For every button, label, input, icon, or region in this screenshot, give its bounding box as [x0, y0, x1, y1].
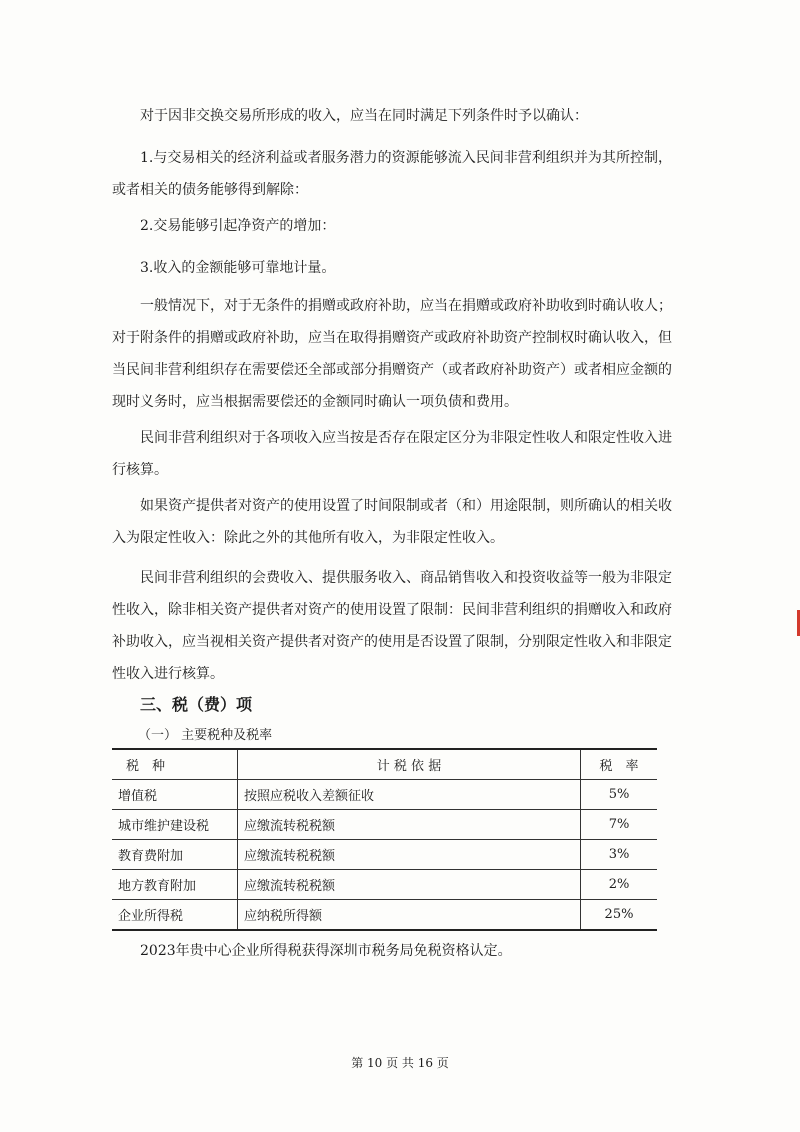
cell-tax-basis: 按照应税收入差额征收 — [238, 780, 581, 810]
cell-tax-type: 城市维护建设税 — [112, 810, 238, 840]
cell-tax-rate: 3% — [581, 840, 658, 870]
cell-tax-type: 教育费附加 — [112, 840, 238, 870]
table-row — [112, 870, 657, 900]
cell-tax-rate: 7% — [581, 810, 658, 840]
cell-tax-basis: 应缴流转税税额 — [238, 840, 581, 870]
cell-tax-type: 增值税 — [112, 780, 238, 810]
table-row — [112, 810, 657, 840]
paragraph-restricted-income: 如果资产提供者对资产的使用设置了时间限制或者（和）用途限制，则所确认的相关收入为限定性收入：除此之外的其他所有收入，为非限定性收入。 — [112, 498, 672, 546]
header-tax-type: 税 种 — [112, 749, 238, 780]
header-tax-basis: 计 税 依 据 — [238, 749, 581, 780]
cell-tax-rate: 25% — [581, 900, 658, 931]
header-tax-rate: 税 率 — [581, 749, 658, 780]
paragraph-condition-2: 2.交易能够引起净资产的增加： — [140, 218, 336, 234]
cell-tax-basis: 应缴流转税税额 — [238, 810, 581, 840]
cell-tax-type: 地方教育附加 — [112, 870, 238, 900]
paragraph-unrestricted-income: 民间非营利组织的会费收入、提供服务收入、商品销售收入和投资收益等一般为非限定性收入，除非相关资产提供者对资产的使用设置了限制：民间非营利组织的捐赠收入和政府补助收入，应当视相关资产提供者对资产的使用是否设置了限制，分别限定性收入和非限定性收入进行核算。 — [112, 570, 672, 682]
page-footer: 第 10 页 共 16 页 — [351, 1056, 449, 1070]
cell-tax-type: 企业所得税 — [112, 900, 238, 931]
cell-tax-basis: 应缴流转税税额 — [238, 870, 581, 900]
paragraph-classification: 民间非营利组织对于各项收入应当按是否存在限定区分为非限定性收人和限定性收入进行核算。 — [112, 430, 672, 478]
paragraph-condition-1: 1.与交易相关的经济利益或者服务潜力的资源能够流入民间非营利组织并为其所控制，或者相关的债务能够得到解除： — [112, 150, 672, 198]
tax-rate-table — [112, 748, 657, 931]
section-heading-taxes: 三、税（费）项 — [140, 695, 253, 714]
cell-tax-rate: 5% — [581, 780, 658, 810]
paragraph-income-conditions: 对于因非交换交易所形成的收入，应当在同时满足下列条件时予以确认： — [140, 108, 588, 124]
table-row — [112, 780, 657, 810]
tax-exemption-note: 2023年贵中心企业所得税获得深圳市税务局免税资格认定。 — [140, 943, 512, 959]
cell-tax-rate: 2% — [581, 870, 658, 900]
table-row — [112, 840, 657, 870]
paragraph-general-recognition: 一般情况下，对于无条件的捐赠或政府补助，应当在捐赠或政府补助收到时确认收人；对于附条件的捐赠或政府补助，应当在取得捐赠资产或政府补助资产控制权时确认收入，但当民间非营利组织存在需要偿还全部或部分捐赠资产（或者政府补助资产）或者相应金额的现时义务时，应当根据需要偿还的金额同时确认一项负债和费用。 — [112, 298, 672, 410]
sub-heading-main-taxes: （一） 主要税种及税率 — [138, 728, 273, 743]
cell-tax-basis: 应纳税所得额 — [238, 900, 581, 931]
table-row — [112, 900, 657, 931]
table-header-row — [112, 749, 657, 780]
paragraph-condition-3: 3.收入的金额能够可靠地计量。 — [140, 260, 336, 276]
